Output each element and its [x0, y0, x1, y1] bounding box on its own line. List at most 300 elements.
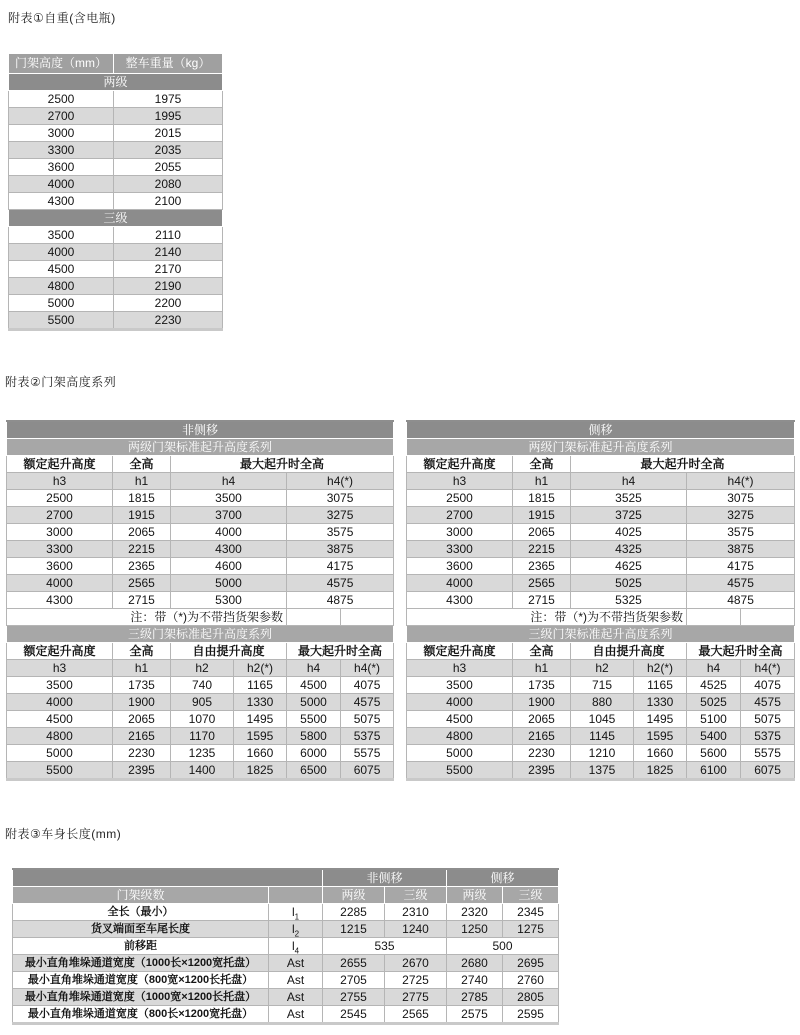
value-cell: 4000 — [407, 694, 513, 711]
sub-header: h1 — [513, 473, 571, 490]
value-cell: 4525 — [687, 677, 741, 694]
table2-title: 附表②门架高度系列 — [5, 375, 117, 389]
table2-mast-heights-non-sideshift — [6, 420, 394, 781]
shift-header: 非侧移 — [7, 421, 394, 439]
value-cell: 1070 — [171, 711, 234, 728]
table1-header-row — [9, 54, 223, 74]
table-row — [7, 592, 394, 609]
section-header-row — [9, 210, 223, 227]
value-cell: 2805 — [503, 989, 559, 1006]
value-cell: 2545 — [323, 1006, 385, 1024]
sub-header: h1 — [113, 660, 171, 677]
value-cell: 2215 — [113, 541, 171, 558]
value-cell: 2575 — [447, 1006, 503, 1024]
value-cell: 2200 — [114, 295, 223, 312]
value-cell: 2395 — [513, 762, 571, 780]
value-cell: 5500 — [407, 762, 513, 780]
table-row — [9, 193, 223, 210]
value-cell: 5500 — [9, 312, 114, 330]
value-cell: 2285 — [323, 904, 385, 921]
series-header: 两级门架标准起升高度系列 — [407, 439, 795, 456]
shift-header: 侧移 — [407, 421, 795, 439]
value-cell: 1275 — [503, 921, 559, 938]
value-cell: 1595 — [634, 728, 687, 745]
value-cell: 715 — [571, 677, 634, 694]
group-header: 最大起升时全高 — [171, 456, 394, 473]
group-header: 额定起升高度 — [7, 456, 113, 473]
group-header: 自由提升高度 — [171, 643, 287, 660]
value-cell: 2230 — [114, 312, 223, 330]
value-cell: 5400 — [687, 728, 741, 745]
column-header: 两级 — [447, 887, 503, 904]
value-cell: 3275 — [687, 507, 795, 524]
value-cell: 4075 — [341, 677, 394, 694]
sub-header-row — [407, 660, 795, 677]
value-cell: 3875 — [287, 541, 394, 558]
value-cell: 1170 — [171, 728, 234, 745]
value-cell: 5325 — [571, 592, 687, 609]
table-row — [407, 524, 795, 541]
table-row — [9, 142, 223, 159]
value-cell: 2065 — [513, 524, 571, 541]
value-cell: 2170 — [114, 261, 223, 278]
value-cell: 4000 — [171, 524, 287, 541]
value-cell: 4575 — [287, 575, 394, 592]
value-cell: 4000 — [9, 244, 114, 261]
value-cell: 1915 — [113, 507, 171, 524]
table-row — [9, 278, 223, 295]
row-label: 前移距 — [13, 938, 269, 955]
value-cell: 5375 — [741, 728, 795, 745]
value-cell: 4175 — [687, 558, 795, 575]
sub-header: h3 — [7, 660, 113, 677]
table-row — [407, 728, 795, 745]
value-cell: 2035 — [114, 142, 223, 159]
value-cell: 3500 — [171, 490, 287, 507]
sub-header: h1 — [113, 473, 171, 490]
value-cell: 2100 — [114, 193, 223, 210]
value-cell: 4025 — [571, 524, 687, 541]
value-cell: 1815 — [113, 490, 171, 507]
table-row — [407, 677, 795, 694]
sub-header: h4 — [171, 473, 287, 490]
sub-header: h4(*) — [687, 473, 795, 490]
value-cell: 4300 — [407, 592, 513, 609]
value-cell: 3600 — [9, 159, 114, 176]
value-cell: 4300 — [7, 592, 113, 609]
table-row — [7, 524, 394, 541]
value-cell: 3600 — [407, 558, 513, 575]
group-header: 最大起升时全高 — [287, 643, 394, 660]
sub-header: h3 — [407, 473, 513, 490]
value-cell: 500 — [447, 938, 559, 955]
table-row — [7, 677, 394, 694]
shift-header-row — [407, 421, 795, 439]
row-label: 最小直角堆垛通道宽度（800宽×1200长托盘） — [13, 972, 269, 989]
table-row — [7, 711, 394, 728]
sub-header: h4(*) — [741, 660, 795, 677]
shift-header-row — [7, 421, 394, 439]
value-cell: 2785 — [447, 989, 503, 1006]
row-label: 最小直角堆垛通道宽度（1000宽×1200长托盘） — [13, 989, 269, 1006]
table-row — [407, 575, 795, 592]
value-cell: 2055 — [114, 159, 223, 176]
table-row — [407, 762, 795, 780]
value-cell: 2565 — [513, 575, 571, 592]
column-header: 门架级数 — [13, 887, 269, 904]
value-cell: 5600 — [687, 745, 741, 762]
value-cell: 4575 — [741, 694, 795, 711]
note-row — [407, 609, 795, 626]
group-header: 全高 — [113, 643, 171, 660]
value-cell: 1595 — [234, 728, 287, 745]
series-header-row — [7, 626, 394, 643]
value-cell: 4300 — [171, 541, 287, 558]
value-cell: 1495 — [634, 711, 687, 728]
value-cell: 4000 — [7, 575, 113, 592]
value-cell: 5075 — [741, 711, 795, 728]
value-cell: 4875 — [687, 592, 795, 609]
value-cell: 2065 — [113, 711, 171, 728]
value-cell: 1145 — [571, 728, 634, 745]
value-cell: 5575 — [341, 745, 394, 762]
value-cell: 2680 — [447, 955, 503, 972]
value-cell: 4800 — [9, 278, 114, 295]
table-row — [7, 507, 394, 524]
sub-header: h4(*) — [341, 660, 394, 677]
value-cell: 1215 — [323, 921, 385, 938]
value-cell: 2230 — [113, 745, 171, 762]
spec-symbol: $l_4$ — [269, 938, 323, 955]
value-cell: 2700 — [407, 507, 513, 524]
value-cell: 2500 — [407, 490, 513, 507]
value-cell: 5000 — [407, 745, 513, 762]
value-cell: 5075 — [341, 711, 394, 728]
empty-cell — [287, 609, 341, 626]
value-cell: 6500 — [287, 762, 341, 780]
table-row — [9, 176, 223, 193]
value-cell: 2500 — [7, 490, 113, 507]
group-header-row — [7, 456, 394, 473]
table-row — [9, 312, 223, 330]
shift-header: 侧移 — [447, 869, 559, 887]
value-cell: 4000 — [407, 575, 513, 592]
value-cell: 1975 — [114, 91, 223, 108]
value-cell: 5000 — [9, 295, 114, 312]
value-cell: 2065 — [113, 524, 171, 541]
value-cell: 3525 — [571, 490, 687, 507]
value-cell: 4325 — [571, 541, 687, 558]
value-cell: 2715 — [113, 592, 171, 609]
table1-title: 附表①自重(含电瓶) — [8, 11, 116, 25]
value-cell: 1660 — [234, 745, 287, 762]
value-cell: 1825 — [234, 762, 287, 780]
spec-symbol-subscript: 4 — [294, 946, 300, 955]
value-cell: 905 — [171, 694, 234, 711]
value-cell: 4300 — [9, 193, 114, 210]
table-row — [9, 295, 223, 312]
value-cell: 1495 — [234, 711, 287, 728]
column-header: 三级 — [385, 887, 447, 904]
group-header: 最大起升时全高 — [687, 643, 795, 660]
value-cell: 2595 — [503, 1006, 559, 1024]
value-cell: 3000 — [407, 524, 513, 541]
shift-header: 非侧移 — [323, 869, 447, 887]
sub-header: h2(*) — [634, 660, 687, 677]
table-row — [7, 575, 394, 592]
spec-symbol: Ast — [269, 1006, 323, 1024]
value-cell: 1900 — [113, 694, 171, 711]
value-cell: 2365 — [113, 558, 171, 575]
value-cell: 2165 — [113, 728, 171, 745]
table-row — [13, 972, 559, 989]
value-cell: 5000 — [171, 575, 287, 592]
value-cell: 4500 — [9, 261, 114, 278]
spec-symbol: Ast — [269, 989, 323, 1006]
table-row — [13, 904, 559, 921]
group-header: 最大起升时全高 — [571, 456, 795, 473]
value-cell: 1660 — [634, 745, 687, 762]
table-row — [407, 558, 795, 575]
value-cell: 3000 — [9, 125, 114, 142]
value-cell: 1735 — [513, 677, 571, 694]
value-cell: 6075 — [341, 762, 394, 780]
value-cell: 1330 — [634, 694, 687, 711]
table-row — [7, 558, 394, 575]
value-cell: 1240 — [385, 921, 447, 938]
table-row — [7, 745, 394, 762]
table-row — [9, 91, 223, 108]
spec-symbol: Ast — [269, 972, 323, 989]
value-cell: 2740 — [447, 972, 503, 989]
value-cell: 3700 — [171, 507, 287, 524]
row-label: 全长（最小） — [13, 904, 269, 921]
value-cell: 4500 — [287, 677, 341, 694]
value-cell: 1825 — [634, 762, 687, 780]
value-cell: 2140 — [114, 244, 223, 261]
value-cell: 5300 — [171, 592, 287, 609]
value-cell: 4000 — [9, 176, 114, 193]
table-row — [407, 711, 795, 728]
column-header: 三级 — [503, 887, 559, 904]
mast-stage-header-row — [13, 887, 559, 904]
empty-cell — [13, 869, 323, 887]
spec-symbol: $l_2$ — [269, 921, 323, 938]
table-row — [7, 728, 394, 745]
value-cell: 2110 — [114, 227, 223, 244]
table-row — [7, 541, 394, 558]
row-label: 最小直角堆垛通道宽度（1000长×1200宽托盘） — [13, 955, 269, 972]
value-cell: 2395 — [113, 762, 171, 780]
value-cell: 1995 — [114, 108, 223, 125]
value-cell: 4600 — [171, 558, 287, 575]
value-cell: 2230 — [513, 745, 571, 762]
group-header-row — [407, 456, 795, 473]
value-cell: 2365 — [513, 558, 571, 575]
sub-header: h1 — [513, 660, 571, 677]
value-cell: 2215 — [513, 541, 571, 558]
sub-header: h3 — [7, 473, 113, 490]
group-header: 额定起升高度 — [7, 643, 113, 660]
value-cell: 6075 — [741, 762, 795, 780]
value-cell: 2345 — [503, 904, 559, 921]
value-cell: 2700 — [9, 108, 114, 125]
table-row — [7, 694, 394, 711]
table-row — [13, 921, 559, 938]
sub-header: h2 — [171, 660, 234, 677]
note-cell: 注：带（*)为不带挡货架参数 — [7, 609, 287, 626]
table-row — [407, 541, 795, 558]
table-row — [13, 938, 559, 955]
value-cell: 4800 — [7, 728, 113, 745]
sub-header-row — [7, 473, 394, 490]
table-row — [9, 261, 223, 278]
value-cell: 4575 — [687, 575, 795, 592]
value-cell: 2500 — [9, 91, 114, 108]
value-cell: 4075 — [741, 677, 795, 694]
sub-header: h2(*) — [234, 660, 287, 677]
value-cell: 1235 — [171, 745, 234, 762]
value-cell: 1735 — [113, 677, 171, 694]
table-row — [13, 989, 559, 1006]
value-cell: 2310 — [385, 904, 447, 921]
empty-cell — [741, 609, 795, 626]
group-header: 额定起升高度 — [407, 643, 513, 660]
value-cell: 5800 — [287, 728, 341, 745]
group-header-row — [7, 643, 394, 660]
value-cell: 2165 — [513, 728, 571, 745]
value-cell: 1330 — [234, 694, 287, 711]
value-cell: 3600 — [7, 558, 113, 575]
table3-body-length — [12, 868, 559, 1025]
value-cell: 5000 — [7, 745, 113, 762]
value-cell: 4875 — [287, 592, 394, 609]
value-cell: 3300 — [407, 541, 513, 558]
value-cell: 2015 — [114, 125, 223, 142]
table3-title: 附表③车身长度(mm) — [5, 827, 122, 841]
value-cell: 5375 — [341, 728, 394, 745]
table-row — [407, 592, 795, 609]
spec-symbol-subscript: 2 — [294, 929, 300, 938]
group-header: 自由提升高度 — [571, 643, 687, 660]
series-header-row — [407, 439, 795, 456]
value-cell: 6100 — [687, 762, 741, 780]
value-cell: 2190 — [114, 278, 223, 295]
spec-symbol: $l_1$ — [269, 904, 323, 921]
value-cell: 4000 — [7, 694, 113, 711]
sub-header: h4 — [687, 660, 741, 677]
value-cell: 5100 — [687, 711, 741, 728]
note-row — [7, 609, 394, 626]
series-header: 三级门架标准起升高度系列 — [7, 626, 394, 643]
table-row — [407, 490, 795, 507]
value-cell: 1210 — [571, 745, 634, 762]
value-cell: 1915 — [513, 507, 571, 524]
value-cell: 3300 — [9, 142, 114, 159]
value-cell: 6000 — [287, 745, 341, 762]
value-cell: 1400 — [171, 762, 234, 780]
value-cell: 2755 — [323, 989, 385, 1006]
group-header: 全高 — [513, 643, 571, 660]
value-cell: 3500 — [407, 677, 513, 694]
value-cell: 1375 — [571, 762, 634, 780]
spec-symbol-subscript: 1 — [294, 912, 300, 921]
value-cell: 5500 — [7, 762, 113, 780]
value-cell: 2775 — [385, 989, 447, 1006]
value-cell: 1815 — [513, 490, 571, 507]
value-cell: 5025 — [571, 575, 687, 592]
section-header: 三级 — [9, 210, 223, 227]
table-row — [9, 227, 223, 244]
table-row — [7, 762, 394, 780]
table-row — [9, 244, 223, 261]
value-cell: 5500 — [287, 711, 341, 728]
group-header: 全高 — [113, 456, 171, 473]
table-row — [407, 745, 795, 762]
table1-self-weight — [8, 53, 223, 331]
value-cell: 4575 — [341, 694, 394, 711]
value-cell: 2700 — [7, 507, 113, 524]
value-cell: 3725 — [571, 507, 687, 524]
table2-mast-heights-sideshift — [406, 420, 795, 781]
value-cell: 3575 — [687, 524, 795, 541]
table-row — [9, 108, 223, 125]
series-header: 三级门架标准起升高度系列 — [407, 626, 795, 643]
value-cell: 2565 — [113, 575, 171, 592]
empty-cell — [341, 609, 394, 626]
table-row — [13, 955, 559, 972]
value-cell: 2565 — [385, 1006, 447, 1024]
value-cell: 535 — [323, 938, 447, 955]
group-header-row — [407, 643, 795, 660]
value-cell: 2080 — [114, 176, 223, 193]
series-header-row — [7, 439, 394, 456]
series-header-row — [407, 626, 795, 643]
table-row — [407, 694, 795, 711]
sub-header: h3 — [407, 660, 513, 677]
value-cell: 2320 — [447, 904, 503, 921]
empty-cell — [687, 609, 741, 626]
group-header: 全高 — [513, 456, 571, 473]
value-cell: 880 — [571, 694, 634, 711]
value-cell: 5025 — [687, 694, 741, 711]
sub-header: h4(*) — [287, 473, 394, 490]
section-header-row — [9, 74, 223, 91]
column-header: 两级 — [323, 887, 385, 904]
value-cell: 4500 — [7, 711, 113, 728]
value-cell: 3875 — [687, 541, 795, 558]
value-cell: 4625 — [571, 558, 687, 575]
note-cell: 注：带（*)为不带挡货架参数 — [407, 609, 687, 626]
group-header: 额定起升高度 — [407, 456, 513, 473]
value-cell: 1165 — [234, 677, 287, 694]
row-label: 货叉端面至车尾长度 — [13, 921, 269, 938]
sub-header-row — [7, 660, 394, 677]
value-cell: 1045 — [571, 711, 634, 728]
value-cell: 5000 — [287, 694, 341, 711]
value-cell: 2695 — [503, 955, 559, 972]
sub-header: h2 — [571, 660, 634, 677]
table-row — [13, 1006, 559, 1024]
row-label: 最小直角堆垛通道宽度（800长×1200宽托盘） — [13, 1006, 269, 1024]
table-row — [9, 159, 223, 176]
value-cell: 3075 — [687, 490, 795, 507]
value-cell: 2065 — [513, 711, 571, 728]
value-cell: 5575 — [741, 745, 795, 762]
table-row — [407, 507, 795, 524]
sub-header-row — [407, 473, 795, 490]
value-cell: 2670 — [385, 955, 447, 972]
